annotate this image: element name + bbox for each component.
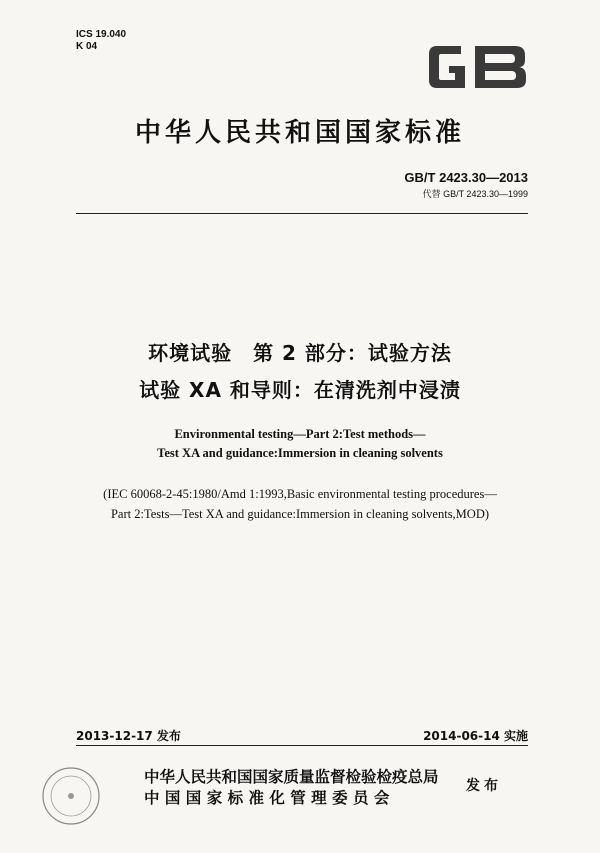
ccs-code: K 04 bbox=[76, 41, 98, 52]
standard-type-title: 中华人民共和国国家标准 bbox=[134, 118, 465, 148]
english-title-line-2: Test XA and guidance:Immersion in cleaning solvents bbox=[157, 446, 443, 460]
standard-code-block bbox=[404, 170, 528, 200]
gb-logo bbox=[427, 40, 529, 94]
replaced-standard: 代替 GB/T 2423.30—1999 bbox=[422, 189, 528, 199]
chinese-title-line-2: 试验 XA 和导则：在清洗剂中浸渍 bbox=[139, 378, 461, 402]
english-title-line-1: Environmental testing—Part 2:Test methods— bbox=[174, 427, 426, 441]
standard-number: GB/T 2423.30—2013 bbox=[404, 170, 528, 185]
footer-divider bbox=[76, 745, 528, 746]
iec-reference-line-1: (IEC 60068-2-45:1980/Amd 1:1993,Basic environmental testing procedures— bbox=[103, 487, 497, 501]
implementation-date: 2014-06-14 实施 bbox=[423, 729, 528, 743]
issuer-line-2: 中 国 国 家 标 准 化 管 理 委 员 会 bbox=[144, 789, 390, 807]
iec-reference-line-2: Part 2:Tests—Test XA and guidance:Immersion in cleaning solvents,MOD) bbox=[110, 507, 490, 521]
ics-code: ICS 19.040 bbox=[76, 29, 127, 40]
issue-date: 2013-12-17 发布 bbox=[76, 729, 181, 743]
classification-codes bbox=[76, 29, 126, 53]
issuer-line-1: 中华人民共和国国家质量监督检验检疫总局 bbox=[144, 768, 439, 786]
seal-stamp bbox=[40, 765, 102, 827]
publish-label: 发布 bbox=[466, 778, 502, 794]
chinese-title-line-1: 环境试验 第 2 部分：试验方法 bbox=[148, 341, 452, 365]
header-divider bbox=[76, 213, 528, 214]
